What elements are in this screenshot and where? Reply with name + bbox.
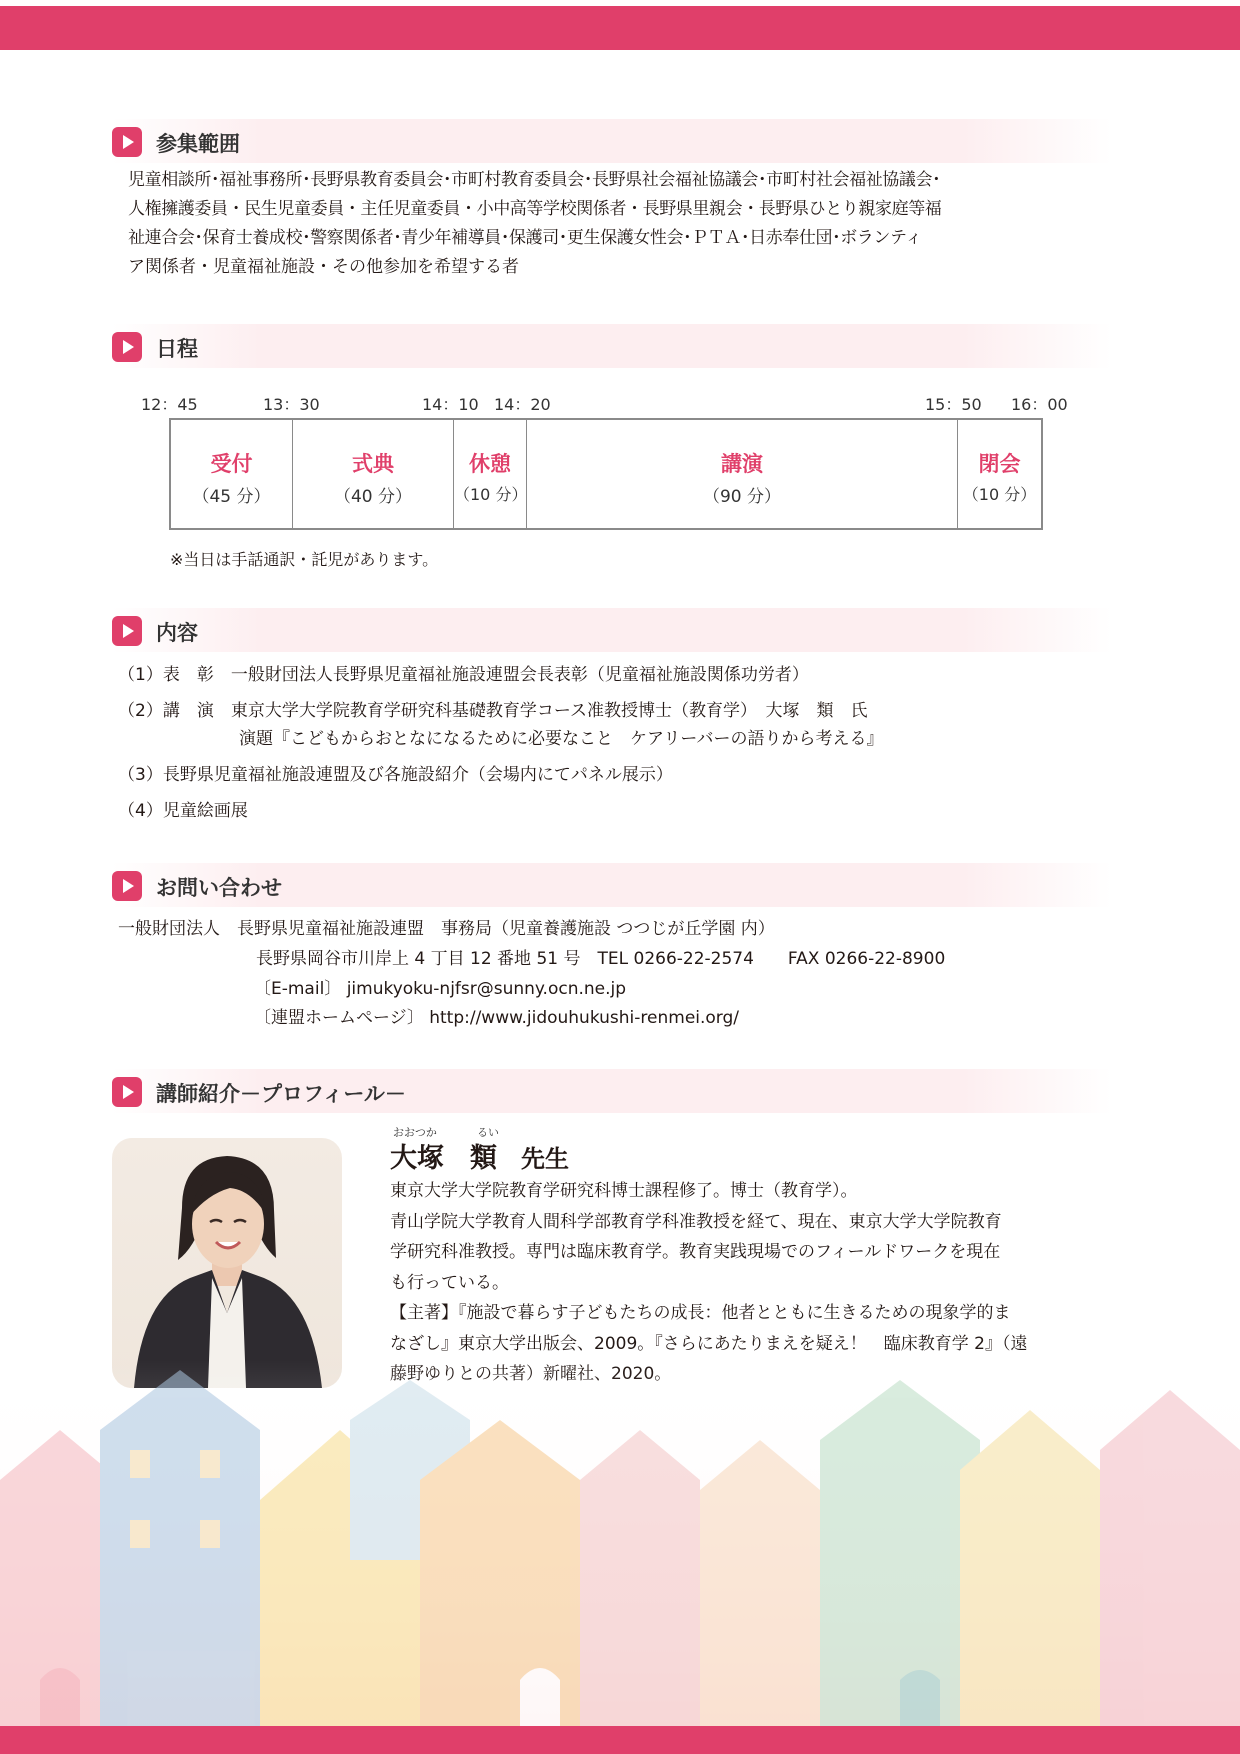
schedule-time: 14：10	[422, 395, 479, 414]
section-header-profile	[112, 1069, 1112, 1113]
content-item: （2）講 演 東京大学大学院教育学研究科基礎教育学コース准教授博士（教育学） 大塚 類 氏	[118, 701, 868, 721]
schedule-note: ※当日は手話通訳・託児があります。	[170, 550, 439, 569]
name-title: 先生	[521, 1145, 569, 1173]
section-header-contact	[112, 863, 1112, 907]
bottom-color-band	[0, 1726, 1240, 1754]
content-item: （1）表 彰 一般財団法人長野県児童福祉施設連盟会長表彰（児童福祉施設関係功労者）	[118, 665, 809, 685]
play-arrow-icon	[112, 127, 142, 157]
scope-line: 祉連合会･保育士養成校･警察関係者･青少年補導員･保護司･更生保護女性会･ＰＴＡ･日赤奉仕団･ボランティ	[128, 228, 922, 248]
name-family: 大塚	[390, 1143, 444, 1174]
contact-email[interactable]: 〔E-mail〕 jimukyoku-njfsr@sunny.ocn.ne.jp	[254, 979, 627, 999]
scope-line: 人権擁護委員・民生児童委員・主任児童委員・小中高等学校関係者・長野県里親会・長野県ひとり親家庭等福	[128, 199, 942, 219]
segment-name: 閉会	[978, 452, 1021, 476]
content-item-subtitle: 演題『こどもからおとなになるために必要なこと ケアリーバーの語りから考える』	[239, 729, 884, 749]
section-title: 内容	[156, 621, 198, 645]
segment-name: 休憩	[469, 452, 511, 476]
play-arrow-icon	[112, 1077, 142, 1107]
schedule-segment-lecture	[527, 420, 958, 528]
lecturer-bio	[390, 1176, 1110, 1390]
name-ruby-given: るい	[477, 1126, 499, 1139]
bio-line: なざし』東京大学出版会、2009。『さらにあたりまえを疑え！ 臨床教育学 2』（遠	[390, 1333, 1028, 1354]
scope-text	[128, 166, 1128, 282]
schedule-segment-closing	[958, 420, 1041, 528]
scope-line: 児童相談所･福祉事務所･長野県教育委員会･市町村教育委員会･長野県社会福祉協議会･市町村社会福祉協議会･	[128, 170, 941, 190]
segment-duration: （10 分）	[962, 485, 1037, 504]
bio-line: 青山学院大学教育人間科学部教育学科准教授を経て、現在、東京大学大学院教育	[390, 1211, 1002, 1232]
content-item: （4）児童絵画展	[118, 801, 248, 821]
lecturer-name	[390, 1136, 569, 1175]
section-header-scope	[112, 119, 1112, 163]
watercolor-houses-illustration	[0, 1360, 1240, 1726]
schedule-segment-break	[454, 420, 527, 528]
bio-line: 【主著】『施設で暮らす子どもたちの成長：他者とともに生きるための現象学的ま	[390, 1303, 1011, 1323]
play-arrow-icon	[112, 332, 142, 362]
scope-line: ア関係者・児童福祉施設・その他参加を希望する者	[128, 257, 519, 277]
segment-name: 受付	[210, 452, 253, 476]
section-title: 参集範囲	[156, 132, 240, 156]
play-arrow-icon	[112, 616, 142, 646]
segment-duration: （45 分）	[192, 487, 271, 507]
schedule-segment-ceremony	[293, 420, 454, 528]
section-title: 日程	[156, 337, 198, 361]
segment-duration: （40 分）	[333, 487, 413, 507]
lecturer-photo	[112, 1138, 342, 1388]
schedule-segment-reception	[171, 420, 293, 528]
bio-line: も行っている。	[390, 1272, 509, 1293]
section-header-schedule	[112, 324, 1112, 368]
contact-address: 長野県岡谷市川岸上 4 丁目 12 番地 51 号 TEL 0266-22-2574 FAX 0266-22-8900	[256, 949, 946, 969]
segment-duration: （10 分）	[454, 485, 528, 504]
bio-line: 東京大学大学院教育学研究科博士課程修了。博士（教育学）。	[390, 1181, 858, 1201]
segment-name: 講演	[721, 452, 763, 476]
schedule-timeline	[169, 418, 1043, 530]
schedule-time: 15：50	[925, 395, 982, 414]
schedule-time: 16：00	[1011, 395, 1068, 414]
name-ruby-family: おおつか	[393, 1126, 437, 1139]
section-title: お問い合わせ	[156, 876, 282, 900]
schedule-time: 13：30	[263, 395, 320, 414]
top-color-band	[0, 6, 1240, 50]
section-header-contents	[112, 608, 1112, 652]
section-title: 講師紹介－プロフィール－	[156, 1082, 406, 1106]
schedule-time: 12：45	[141, 395, 198, 414]
schedule-time: 14：20	[494, 395, 551, 414]
contact-homepage[interactable]: 〔連盟ホームページ〕 http://www.jidouhukushi-renmei.org/	[254, 1008, 740, 1028]
lecturer-portrait-illustration	[112, 1138, 342, 1388]
play-arrow-icon	[112, 871, 142, 901]
segment-name: 式典	[352, 452, 394, 476]
contact-organization: 一般財団法人 長野県児童福祉施設連盟 事務局（児童養護施設 つつじが丘学園 内）	[118, 919, 775, 939]
name-given: 類	[470, 1143, 497, 1174]
segment-duration: （90 分）	[702, 487, 782, 507]
content-item: （3）長野県児童福祉施設連盟及び各施設紹介（会場内にてパネル展示）	[118, 765, 673, 785]
bio-line: 学研究科准教授。専門は臨床教育学。教育実践現場でのフィールドワークを現在	[390, 1242, 1001, 1262]
